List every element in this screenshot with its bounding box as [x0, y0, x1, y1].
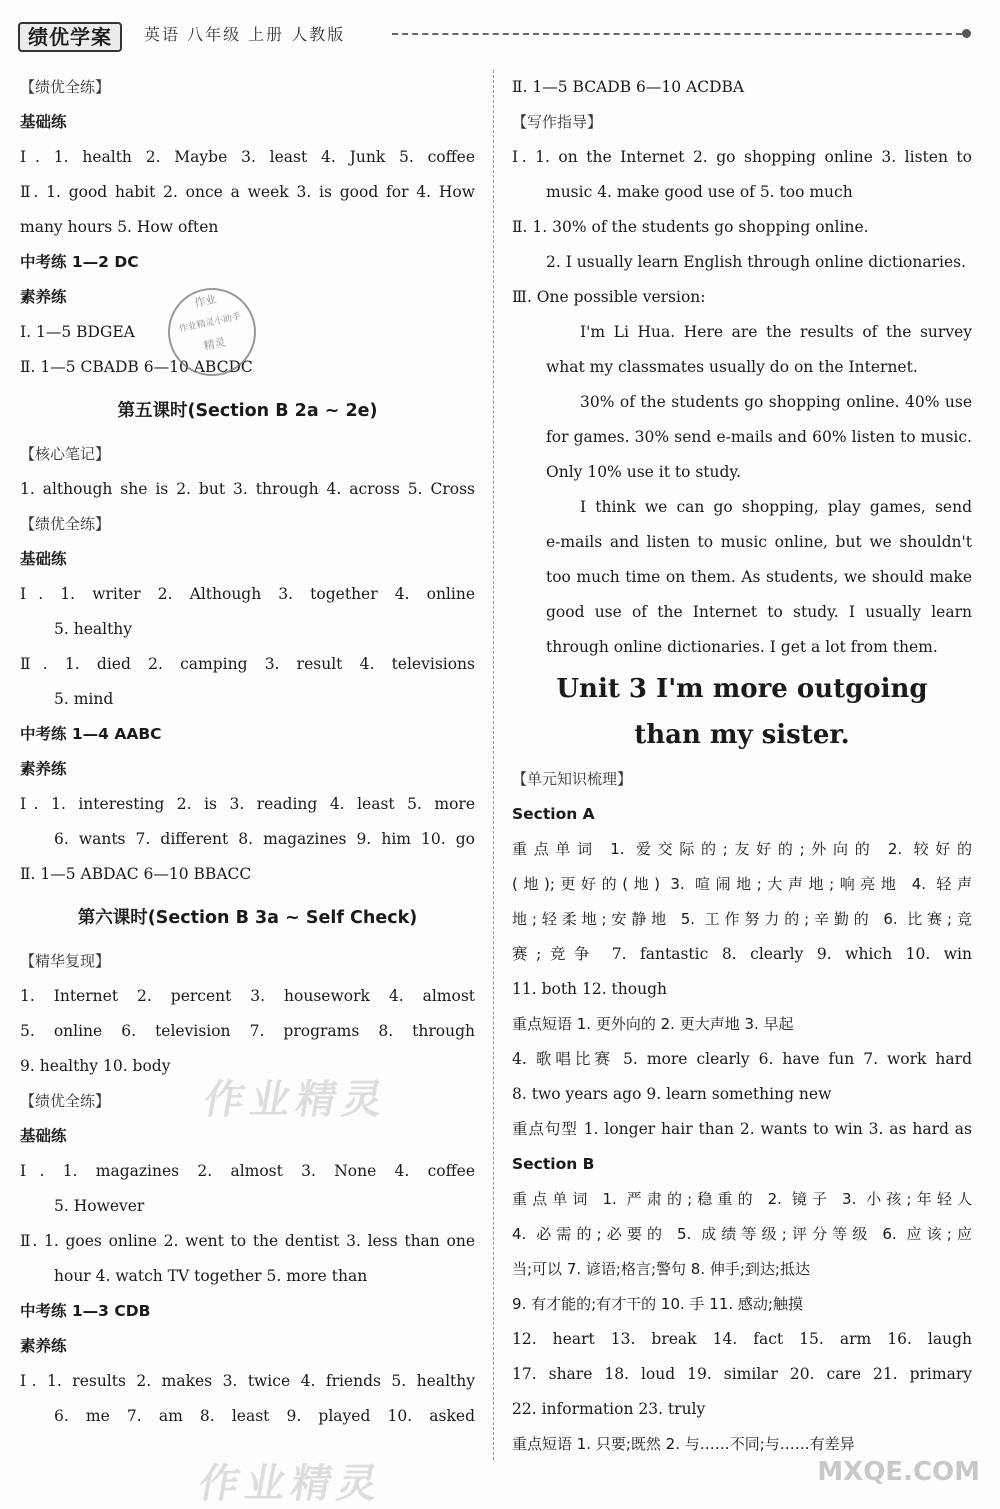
- vocab-line: 9. 有才能的;有才干的 10. 手 11. 感动;触摸: [512, 1295, 803, 1313]
- vocab-line: 当;可以 7. 谚语;格言;警句 8. 伸手;到达;抵达: [512, 1260, 810, 1278]
- answer-line: Ⅰ. 1. results 2. makes 3. twice 4. friends 5. healthy: [20, 1372, 475, 1390]
- header-subtitle: 英语 八年级 上册 人教版: [144, 25, 346, 44]
- vocab-line: 重点单词 1. 爱交际的;友好的;外向的 2. 较好的: [512, 840, 972, 858]
- vocab-line: 17. share 18. loud 19. similar 20. care 21. primary: [512, 1365, 972, 1383]
- answer-line: 9. healthy 10. body: [20, 1057, 171, 1075]
- watermark-corner: MXQE.COM: [817, 1457, 980, 1487]
- lesson-title: 第五课时(Section B 2a ~ 2e): [117, 401, 378, 421]
- answer-line: Ⅰ. 1. on the Internet 2. go shopping online 3. listen to: [512, 148, 972, 166]
- answer-line: 5. healthy: [54, 620, 133, 638]
- answer-line: Ⅱ. 1. 30% of the students go shopping online.: [512, 218, 869, 236]
- section-tag: 【精华复现】: [20, 952, 111, 970]
- right-column: [512, 70, 972, 1462]
- answer-line: 5. However: [54, 1197, 145, 1215]
- section-tag: 【绩优全练】: [20, 1092, 111, 1110]
- section-heading: Section B: [512, 1155, 595, 1173]
- exercise-heading: 中考练 1—4 AABC: [20, 725, 162, 743]
- essay-line: I think we can go shopping, play games, send: [580, 498, 972, 516]
- answer-line: hour 4. watch TV together 5. more than: [54, 1267, 368, 1285]
- essay-line: 30% of the students go shopping online. 40% use: [580, 393, 972, 411]
- answer-line: 1. although she is 2. but 3. through 4. across 5. Cross: [20, 480, 475, 498]
- vocab-line: (地);更好的(地) 3. 喧闹地;大声地;响亮地 4. 轻声: [512, 875, 972, 893]
- unit-title-line2: than my sister.: [634, 720, 850, 750]
- section-tag: 【单元知识梳理】: [512, 770, 633, 788]
- answer-line: Ⅰ. 1. health 2. Maybe 3. least 4. Junk 5. coffee: [20, 148, 475, 166]
- answer-line: Ⅱ. 1—5 BCADB 6—10 ACDBA: [512, 78, 745, 96]
- answer-line: 1. Internet 2. percent 3. housework 4. almost: [20, 987, 475, 1005]
- exercise-heading: 基础练: [20, 113, 67, 131]
- exercise-heading: 素养练: [20, 760, 67, 778]
- phrase-line: 重点短语 1. 更外向的 2. 更大声地 3. 早起: [512, 1015, 794, 1033]
- essay-line: through online dictionaries. I get a lot from them.: [546, 638, 938, 656]
- answer-line: music 4. make good use of 5. too much: [546, 183, 853, 201]
- section-tag: 【绩优全练】: [20, 515, 111, 533]
- essay-line: what my classmates usually do on the Internet.: [546, 358, 918, 376]
- answer-line: Ⅱ. 1. died 2. camping 3. result 4. televisions: [20, 655, 475, 673]
- answer-line: Ⅱ. 1. goes online 2. went to the dentist 3. less than one: [20, 1232, 475, 1250]
- vocab-line: 12. heart 13. break 14. fact 15. arm 16. laugh: [512, 1330, 972, 1348]
- answer-line: 5. mind: [54, 690, 114, 708]
- lesson-title: 第六课时(Section B 3a ~ Self Check): [77, 908, 418, 928]
- vocab-line: 22. information 23. truly: [512, 1400, 706, 1418]
- section-tag: 【绩优全练】: [20, 78, 111, 96]
- sentence-line: 重点句型 1. longer hair than 2. wants to win 3. as hard as: [512, 1120, 972, 1138]
- vocab-line: 4. 必需的;必要的 5. 成绩等级;评分等级 6. 应该;应: [512, 1225, 972, 1243]
- vocab-line: 赛;竞争 7. fantastic 8. clearly 9. which 10. win: [512, 945, 972, 963]
- phrase-line: 8. two years ago 9. learn something new: [512, 1085, 832, 1103]
- brand-logo: 绩优学案: [18, 22, 122, 52]
- essay-line: too much time on them. As students, we should make: [546, 568, 972, 586]
- essay-line: Only 10% use it to study.: [546, 463, 742, 481]
- answer-line: Ⅰ. 1. magazines 2. almost 3. None 4. coffee: [20, 1162, 475, 1180]
- exercise-heading: 素养练: [20, 1337, 67, 1355]
- section-tag: 【写作指导】: [512, 113, 603, 131]
- phrase-line: 重点短语 1. 只要;既然 2. 与……不同;与……有差异: [512, 1435, 855, 1453]
- exercise-heading: 中考练 1—3 CDB: [20, 1302, 151, 1320]
- column-divider: [493, 70, 494, 1460]
- watermark-text: 作业精灵: [195, 1461, 388, 1507]
- watermark-text: 作业精灵: [200, 1077, 393, 1123]
- vocab-line: 11. both 12. though: [512, 980, 667, 998]
- exercise-heading: 基础练: [20, 1127, 67, 1145]
- essay-line: I'm Li Hua. Here are the results of the survey: [580, 323, 972, 341]
- watermark-stamp: 作业 作业精灵小助手 精灵: [160, 280, 264, 384]
- answer-line: many hours 5. How often: [20, 218, 219, 236]
- essay-line: good use of the Internet to study. I usually learn: [546, 603, 972, 621]
- page-header: [14, 18, 974, 54]
- header-dot-icon: [962, 29, 971, 38]
- answer-line: Ⅰ. 1—5 BDGEA: [20, 323, 135, 341]
- exercise-heading: 基础练: [20, 550, 67, 568]
- essay-line: for games. 30% send e-mails and 60% listen to music.: [546, 428, 972, 446]
- answer-line: Ⅰ. 1. interesting 2. is 3. reading 4. least 5. more: [20, 795, 475, 813]
- answer-line: 2. I usually learn English through online dictionaries.: [546, 253, 967, 271]
- left-column: [20, 70, 475, 1434]
- answer-line: Ⅱ. 1. good habit 2. once a week 3. is good for 4. How: [20, 183, 475, 201]
- answer-line: Ⅲ. One possible version:: [512, 288, 706, 306]
- essay-line: e-mails and listen to music online, but we shouldn't: [546, 533, 972, 551]
- answer-line: Ⅱ. 1—5 ABDAC 6—10 BBACC: [20, 865, 252, 883]
- header-divider: [392, 33, 962, 35]
- vocab-line: 地;轻柔地;安静地 5. 工作努力的;辛勤的 6. 比赛;竞: [512, 910, 972, 928]
- exercise-heading: 素养练: [20, 288, 67, 306]
- answer-line: Ⅱ. 1—5 CBADB 6—10 ABCDC: [20, 358, 253, 376]
- section-heading: Section A: [512, 805, 595, 823]
- answer-line: 6. wants 7. different 8. magazines 9. him 10. go: [54, 830, 475, 848]
- unit-title: Unit 3 I'm more outgoing: [556, 674, 928, 704]
- phrase-line: 4. 歌唱比赛 5. more clearly 6. have fun 7. work hard: [512, 1050, 972, 1068]
- vocab-line: 重点单词 1. 严肃的;稳重的 2. 镜子 3. 小孩;年轻人: [512, 1190, 972, 1208]
- answer-line: 5. online 6. television 7. programs 8. through: [20, 1022, 475, 1040]
- exercise-heading: 中考练 1—2 DC: [20, 253, 139, 271]
- answer-line: Ⅰ. 1. writer 2. Although 3. together 4. online: [20, 585, 475, 603]
- section-tag: 【核心笔记】: [20, 445, 111, 463]
- answer-line: 6. me 7. am 8. least 9. played 10. asked: [54, 1407, 475, 1425]
